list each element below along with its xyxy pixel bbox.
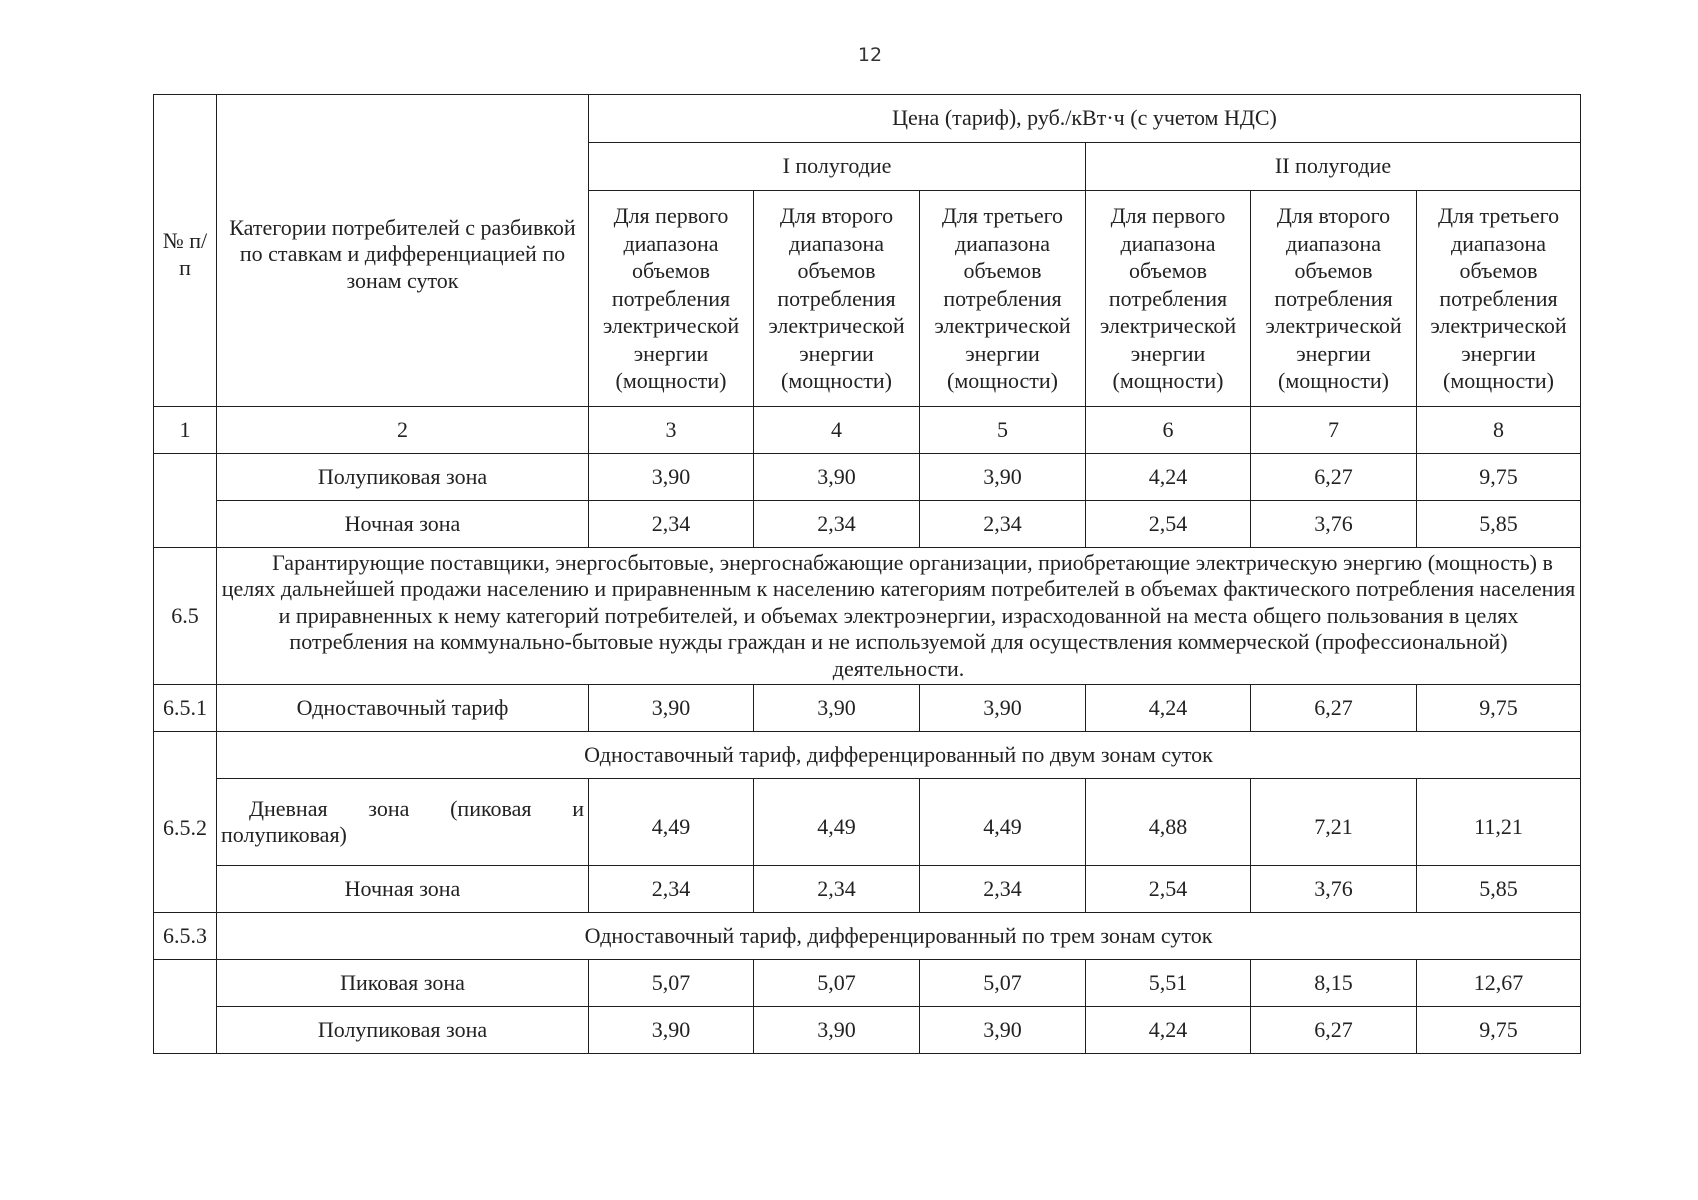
table-row (154, 779, 1581, 866)
row-label: Одноставочный тариф, дифференцированный по двум зонам суток (217, 732, 1581, 779)
value-cell: 9,75 (1417, 685, 1581, 732)
value-cell: 5,07 (920, 960, 1086, 1007)
column-number: 3 (589, 407, 754, 454)
value-cell: 2,34 (589, 501, 754, 548)
header-half-2: II полугодие (1086, 143, 1581, 191)
header-range-cell: Для первого диапазона объемов потребления электрической энергии (мощности) (589, 191, 754, 407)
column-number: 8 (1417, 407, 1581, 454)
row-label: Полупиковая зона (217, 1007, 589, 1054)
value-cell: 4,88 (1086, 779, 1251, 866)
row-label: Пиковая зона (217, 960, 589, 1007)
column-number: 2 (217, 407, 589, 454)
header-range-cell: Для второго диапазона объемов потребления электрической энергии (мощности) (1251, 191, 1417, 407)
value-cell: 2,54 (1086, 866, 1251, 913)
value-cell: 2,34 (754, 866, 920, 913)
value-cell: 5,85 (1417, 866, 1581, 913)
row-label-line1: Дневная зона (пиковая и (249, 795, 584, 821)
row-label: Полупиковая зона (217, 454, 589, 501)
header-range-cell: Для третьего диапазона объемов потребления электрической энергии (мощности) (920, 191, 1086, 407)
header-range-cell: Для второго диапазона объемов потребления электрической энергии (мощности) (754, 191, 920, 407)
column-number: 4 (754, 407, 920, 454)
value-cell: 3,90 (589, 454, 754, 501)
header-range-cell: Для первого диапазона объемов потребления электрической энергии (мощности) (1086, 191, 1251, 407)
row-label: Ночная зона (217, 866, 589, 913)
column-number: 5 (920, 407, 1086, 454)
section-description-text: Гарантирующие поставщики, энергосбытовые, энергоснабжающие организации, приобретающие электрическую энергию (мощность) в целях дальнейшей продажи населению и приравненным к населению категориям потребителей в объемах фактического потребления населения и приравненных к нему категорий потребителей, и объемах электроэнергии, израсходованной на места общего пользования в целях потребления на коммунально-бытовые нужды граждан и не используемой для осуществления коммерческой (профессиональной) деятельности. (221, 550, 1576, 681)
column-number: 1 (154, 407, 217, 454)
header-col-price: Цена (тариф), руб./кВт·ч (с учетом НДС) (589, 95, 1581, 143)
value-cell: 6,27 (1251, 685, 1417, 732)
row-label-line2: полупиковая) (221, 822, 347, 847)
value-cell: 3,90 (589, 1007, 754, 1054)
value-cell: 3,90 (920, 1007, 1086, 1054)
value-cell: 4,49 (589, 779, 754, 866)
value-cell: 3,76 (1251, 866, 1417, 913)
tariff-table (153, 94, 1581, 1054)
table-row (154, 454, 1581, 501)
row-number: 6.5.3 (154, 913, 217, 960)
row-label: Ночная зона (217, 501, 589, 548)
table-row (154, 732, 1581, 779)
row-number: 6.5.2 (154, 732, 217, 913)
row-label: Одноставочный тариф, дифференцированный по трем зонам суток (217, 913, 1581, 960)
value-cell: 5,07 (754, 960, 920, 1007)
table-row (154, 960, 1581, 1007)
header-col-category: Категории потребителей с разбивкой по ставкам и дифференциацией по зонам суток (217, 95, 589, 407)
table-row (154, 685, 1581, 732)
value-cell: 2,34 (754, 501, 920, 548)
value-cell: 4,49 (754, 779, 920, 866)
value-cell: 3,90 (754, 1007, 920, 1054)
value-cell: 11,21 (1417, 779, 1581, 866)
value-cell: 2,34 (920, 501, 1086, 548)
page-number: 12 (857, 44, 883, 66)
value-cell: 8,15 (1251, 960, 1417, 1007)
value-cell: 9,75 (1417, 454, 1581, 501)
value-cell: 3,90 (589, 685, 754, 732)
value-cell: 4,24 (1086, 454, 1251, 501)
section-description (217, 548, 1581, 685)
value-cell: 6,27 (1251, 1007, 1417, 1054)
header-range-cell: Для третьего диапазона объемов потребления электрической энергии (мощности) (1417, 191, 1581, 407)
column-number: 6 (1086, 407, 1251, 454)
value-cell: 2,34 (589, 866, 754, 913)
value-cell: 2,34 (920, 866, 1086, 913)
value-cell: 5,51 (1086, 960, 1251, 1007)
value-cell: 3,90 (920, 685, 1086, 732)
value-cell: 4,24 (1086, 1007, 1251, 1054)
row-label (217, 779, 589, 866)
value-cell: 3,90 (754, 685, 920, 732)
column-numbers-row (154, 407, 1581, 454)
row-label: Одноставочный тариф (217, 685, 589, 732)
header-row-price (154, 95, 1581, 143)
header-col-num: № п/п (154, 95, 217, 407)
value-cell: 12,67 (1417, 960, 1581, 1007)
value-cell: 6,27 (1251, 454, 1417, 501)
value-cell: 2,54 (1086, 501, 1251, 548)
value-cell: 3,90 (920, 454, 1086, 501)
value-cell: 4,24 (1086, 685, 1251, 732)
row-number: 6.5 (154, 548, 217, 685)
value-cell: 9,75 (1417, 1007, 1581, 1054)
column-number: 7 (1251, 407, 1417, 454)
value-cell: 3,76 (1251, 501, 1417, 548)
value-cell: 4,49 (920, 779, 1086, 866)
table-row-section-6-5 (154, 548, 1581, 685)
value-cell: 7,21 (1251, 779, 1417, 866)
row-number-empty (154, 454, 217, 548)
table-row (154, 913, 1581, 960)
header-half-1: I полугодие (589, 143, 1086, 191)
table-row (154, 866, 1581, 913)
table-row (154, 501, 1581, 548)
row-number: 6.5.1 (154, 685, 217, 732)
value-cell: 5,85 (1417, 501, 1581, 548)
value-cell: 3,90 (754, 454, 920, 501)
row-number-empty (154, 960, 217, 1054)
value-cell: 5,07 (589, 960, 754, 1007)
table-row (154, 1007, 1581, 1054)
